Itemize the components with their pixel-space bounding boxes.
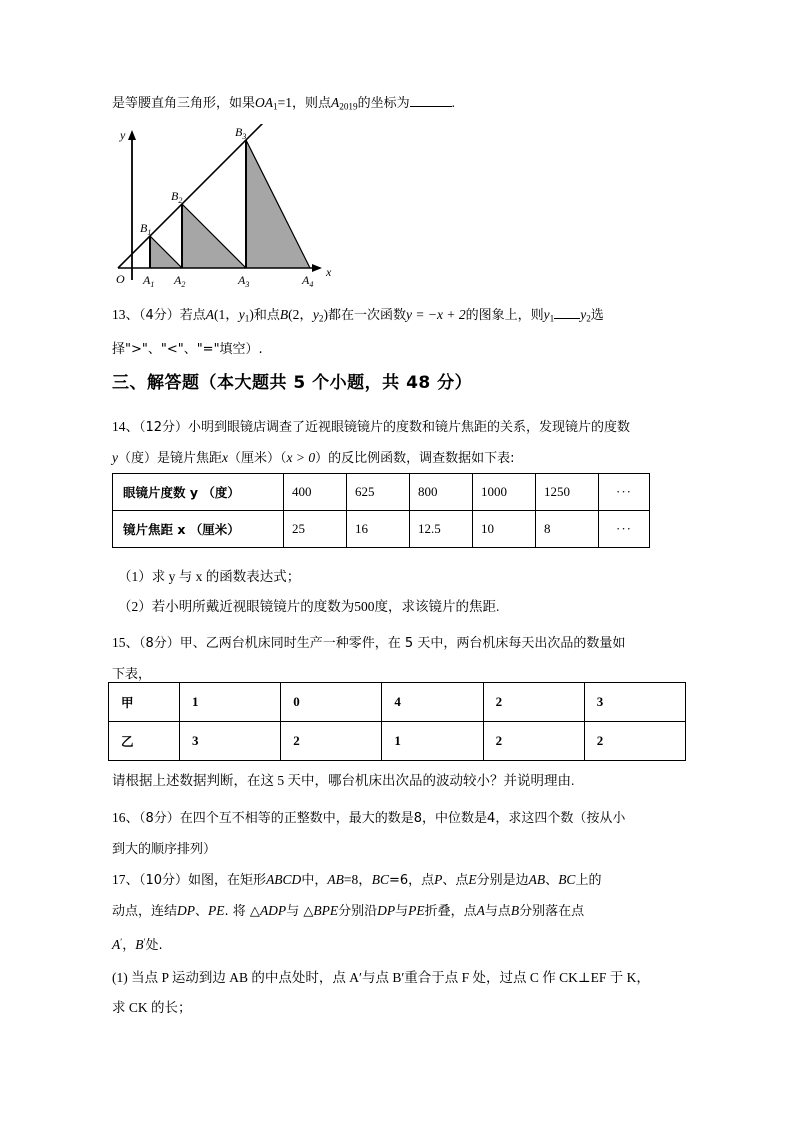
q17-l1f: BC	[371, 872, 389, 887]
q13-math-y1b-sub: 1	[549, 313, 555, 324]
q17-l2f: ADP	[259, 903, 287, 918]
label-origin: O	[116, 272, 125, 286]
cell-yi-4: 2	[584, 722, 685, 761]
q13-seg1: 若点	[179, 308, 206, 323]
cell-focal-1: 16	[347, 511, 410, 548]
q14-line2-f: ）的反比例函数，调查数据如下表:	[315, 451, 515, 466]
q17-l1g: =6，点	[388, 873, 435, 888]
y-axis-arrow	[128, 130, 136, 140]
q14-var-y: y	[112, 450, 118, 465]
q13-math-y2b-sub: 2	[586, 313, 591, 324]
label-b1: $B_1$	[140, 221, 152, 237]
q14-line2-b: （度）是镜片焦距	[118, 451, 223, 466]
q13-line-1	[112, 300, 692, 334]
q17-l2p: B	[510, 903, 520, 918]
row-label-yi: 乙	[109, 722, 180, 761]
q17-l2l: PE	[408, 903, 425, 918]
q13-math-y2-sub: 2	[318, 313, 324, 324]
q13-number: 13、	[112, 307, 139, 322]
x-axis-arrow	[312, 264, 322, 272]
top-math-a: A	[331, 95, 340, 110]
q17-l2c: 、	[195, 904, 209, 919]
question-14-subparts	[118, 562, 698, 622]
q13-math-y1b: y	[543, 307, 550, 322]
cell-focal-0: 25	[284, 511, 347, 548]
q13-seg2: 和点	[253, 308, 280, 323]
q17-l1o: 上的	[575, 873, 602, 888]
q17-l3b: ′	[120, 937, 123, 947]
cell-degrees-0: 400	[284, 474, 347, 511]
q17-points: （10分）	[139, 873, 189, 888]
top-text-d: .	[451, 95, 455, 110]
top-math-a-sub: 2019	[339, 101, 358, 112]
q17-l1b: ABCD	[266, 872, 302, 887]
question-16	[112, 803, 692, 865]
q14-points: （12分）	[139, 420, 189, 435]
q13-math-a: A	[205, 307, 215, 322]
q17-l1h: P	[434, 872, 443, 887]
q14-var-x: x	[222, 450, 229, 465]
q13-math-y2: y	[312, 307, 319, 322]
q16-number: 16、	[112, 810, 139, 825]
q13-math-fn: y = −x + 2	[406, 307, 466, 322]
q17-line-1	[112, 865, 692, 896]
top-math-oa-sub: 1	[273, 101, 278, 112]
q14-cond-x: x > 0	[286, 450, 316, 465]
q14-line1-text: 小明到眼镜店调查了近视眼镜镜片的度数和镜片焦距的关系，发现镜片的度数	[188, 420, 631, 435]
q16-line2-text: 到大的顺序排列）	[112, 842, 217, 857]
q13-seg5: 选	[590, 308, 604, 323]
question-15-tail	[112, 766, 692, 796]
cell-degrees-ellipsis: ···	[599, 474, 650, 511]
q17-l1j: E	[468, 872, 477, 887]
q17-l3c: ，	[122, 937, 136, 953]
q15-line-1	[112, 628, 692, 659]
q17-l2b: DP	[177, 903, 196, 918]
q17-l2n: A	[476, 903, 485, 918]
cell-focal-2: 12.5	[410, 511, 473, 548]
question-15	[112, 628, 692, 690]
q16-points: （8分）	[139, 811, 180, 826]
q13-math-b-args: (2，	[288, 307, 313, 322]
question-17	[112, 865, 692, 961]
q13-line-2	[112, 334, 692, 365]
q15-line2-text: 下表，	[112, 667, 152, 682]
q17-l3d: B	[135, 936, 144, 952]
q17-line-3	[112, 927, 692, 961]
q13-answer-blank[interactable]	[554, 318, 580, 319]
q17-sub1-line2: 求 CK 的长；	[112, 1000, 192, 1015]
top-math-eq: =1	[277, 95, 292, 110]
q17-l2q: 分别落在点	[519, 904, 585, 919]
q13-math-y2b: y	[580, 307, 587, 322]
q17-l2k: 与	[395, 904, 409, 919]
label-b2: $B_2$	[171, 189, 183, 205]
top-continued-line	[112, 92, 712, 112]
q13-line2-text: 择">"、"<"、"="填空）.	[112, 341, 263, 357]
top-text-a: 是等腰直角三角形，如果	[112, 96, 256, 111]
cell-yi-2: 1	[382, 722, 483, 761]
q15-points: （8分）	[139, 636, 180, 651]
q17-l1l: AB	[528, 872, 546, 887]
question-17-subpart-1	[112, 963, 692, 1023]
q13-math-b-close: )	[323, 307, 328, 322]
row-label-focal: 镜片焦距 x （厘米）	[113, 511, 284, 548]
cell-jia-4: 3	[584, 683, 685, 722]
q17-l1d: AB	[327, 872, 344, 887]
q14-number: 14、	[112, 419, 139, 434]
q14-line-2	[112, 443, 692, 474]
row-label-jia: 甲	[109, 683, 180, 722]
label-a1: $A_1$	[143, 273, 155, 289]
label-a2: $A_2$	[174, 273, 186, 289]
q17-number: 17、	[112, 872, 139, 887]
top-math-oa: OA	[255, 95, 274, 110]
question-13	[112, 300, 692, 365]
row-label-degrees: 眼镜片度数 y （度）	[113, 474, 284, 511]
q17-l1c: 中，	[301, 873, 328, 888]
cell-jia-3: 2	[483, 683, 584, 722]
q17-sub1-line1: (1) 当点 P 运动到边 AB 的中点处时，点 A′与点 B′重合于点 F 处，过点 C 作 CK⊥EF 于 K，	[112, 970, 650, 985]
q17-l2m: 折叠，点	[424, 904, 477, 919]
section-3-heading: 三、解答题（本大题共 5 个小题，共 48 分）	[112, 373, 473, 393]
label-x-axis: x	[326, 265, 332, 279]
figure-triangles	[110, 124, 340, 292]
q17-l3f: 处.	[145, 937, 163, 953]
q16-line-2	[112, 834, 692, 865]
cell-degrees-1: 625	[347, 474, 410, 511]
top-text-c: 的坐标为	[357, 96, 410, 111]
q17-l1n: BC	[558, 872, 576, 887]
label-a3: $A_3$	[238, 273, 250, 289]
q13-math-y1: y	[238, 307, 245, 322]
q17-l1e: =8，	[343, 872, 372, 887]
lens-data-table	[112, 473, 650, 548]
cell-jia-1: 0	[281, 683, 382, 722]
q17-line-2	[112, 896, 692, 927]
q17-l2h: BPE	[313, 903, 339, 918]
q15-line1-text: 甲、乙两台机床同时生产一种零件，在 5 天中，两台机床每天出次品的数量如	[179, 636, 626, 651]
q17-l2i: 分别沿	[338, 904, 378, 919]
question-14	[112, 412, 692, 474]
q13-math-b: B	[279, 307, 289, 322]
cell-yi-0: 3	[180, 722, 281, 761]
q16-line1-text: 在四个互不相等的正整数中，最大的数是8，中位数是4，求这四个数（按从小	[179, 811, 626, 826]
q17-l3a: A	[112, 936, 121, 952]
q17-l2j: DP	[377, 903, 396, 918]
q17-l2g: 与 △	[286, 904, 314, 919]
label-y-axis: y	[120, 128, 126, 142]
q13-points: （4分）	[139, 308, 180, 323]
q17-l1i: 、点	[442, 873, 469, 888]
q13-math-y1-sub: 1	[244, 313, 250, 324]
label-a4: $A_4$	[302, 273, 314, 289]
table-row	[109, 722, 686, 761]
cell-focal-4: 8	[536, 511, 599, 548]
q14-line-1	[112, 412, 692, 443]
q15-number: 15、	[112, 635, 139, 650]
cell-yi-1: 2	[281, 722, 382, 761]
q17-l2d: PE	[208, 903, 225, 918]
top-text-b: ，则点	[291, 96, 331, 111]
q16-line-1	[112, 803, 692, 834]
q13-math-a-args: (1，	[214, 307, 239, 322]
q17-l1m: 、	[545, 873, 559, 888]
q17-l2o: 与点	[484, 904, 511, 919]
q14-sub1: （1）求 y 与 x 的函数表达式；	[118, 569, 301, 584]
q13-seg4: 的图象上，则	[465, 308, 544, 323]
cell-focal-ellipsis: ···	[599, 511, 650, 548]
top-answer-blank[interactable]	[410, 106, 452, 107]
cell-degrees-2: 800	[410, 474, 473, 511]
cell-degrees-3: 1000	[473, 474, 536, 511]
cell-focal-3: 10	[473, 511, 536, 548]
q13-seg3: 都在一次函数	[328, 308, 407, 323]
cell-jia-0: 1	[180, 683, 281, 722]
q15-tail-text: 请根据上述数据判断，在这 5 天中，哪台机床出次品的波动较小？并说明理由.	[112, 773, 575, 788]
table-row	[113, 474, 650, 511]
q17-l2a: 动点，连结	[112, 904, 178, 919]
q17-l3e: ′	[143, 937, 146, 947]
table-row	[109, 683, 686, 722]
q13-math-a-close: )	[249, 307, 254, 322]
label-b3: $B_3$	[235, 125, 247, 141]
figure-svg	[110, 124, 340, 292]
cell-degrees-4: 1250	[536, 474, 599, 511]
q17-l1a: 如图，在矩形	[188, 873, 267, 888]
defect-count-table	[108, 682, 686, 761]
table-row	[113, 511, 650, 548]
q14-line2-d: （厘米）（	[228, 451, 287, 466]
q17-l2e: . 将 △	[224, 904, 260, 919]
cell-jia-2: 4	[382, 683, 483, 722]
cell-yi-3: 2	[483, 722, 584, 761]
q17-l1k: 分别是边	[476, 873, 529, 888]
q14-sub2: （2）若小明所戴近视眼镜镜片的度数为500度，求该镜片的焦距.	[118, 599, 500, 614]
